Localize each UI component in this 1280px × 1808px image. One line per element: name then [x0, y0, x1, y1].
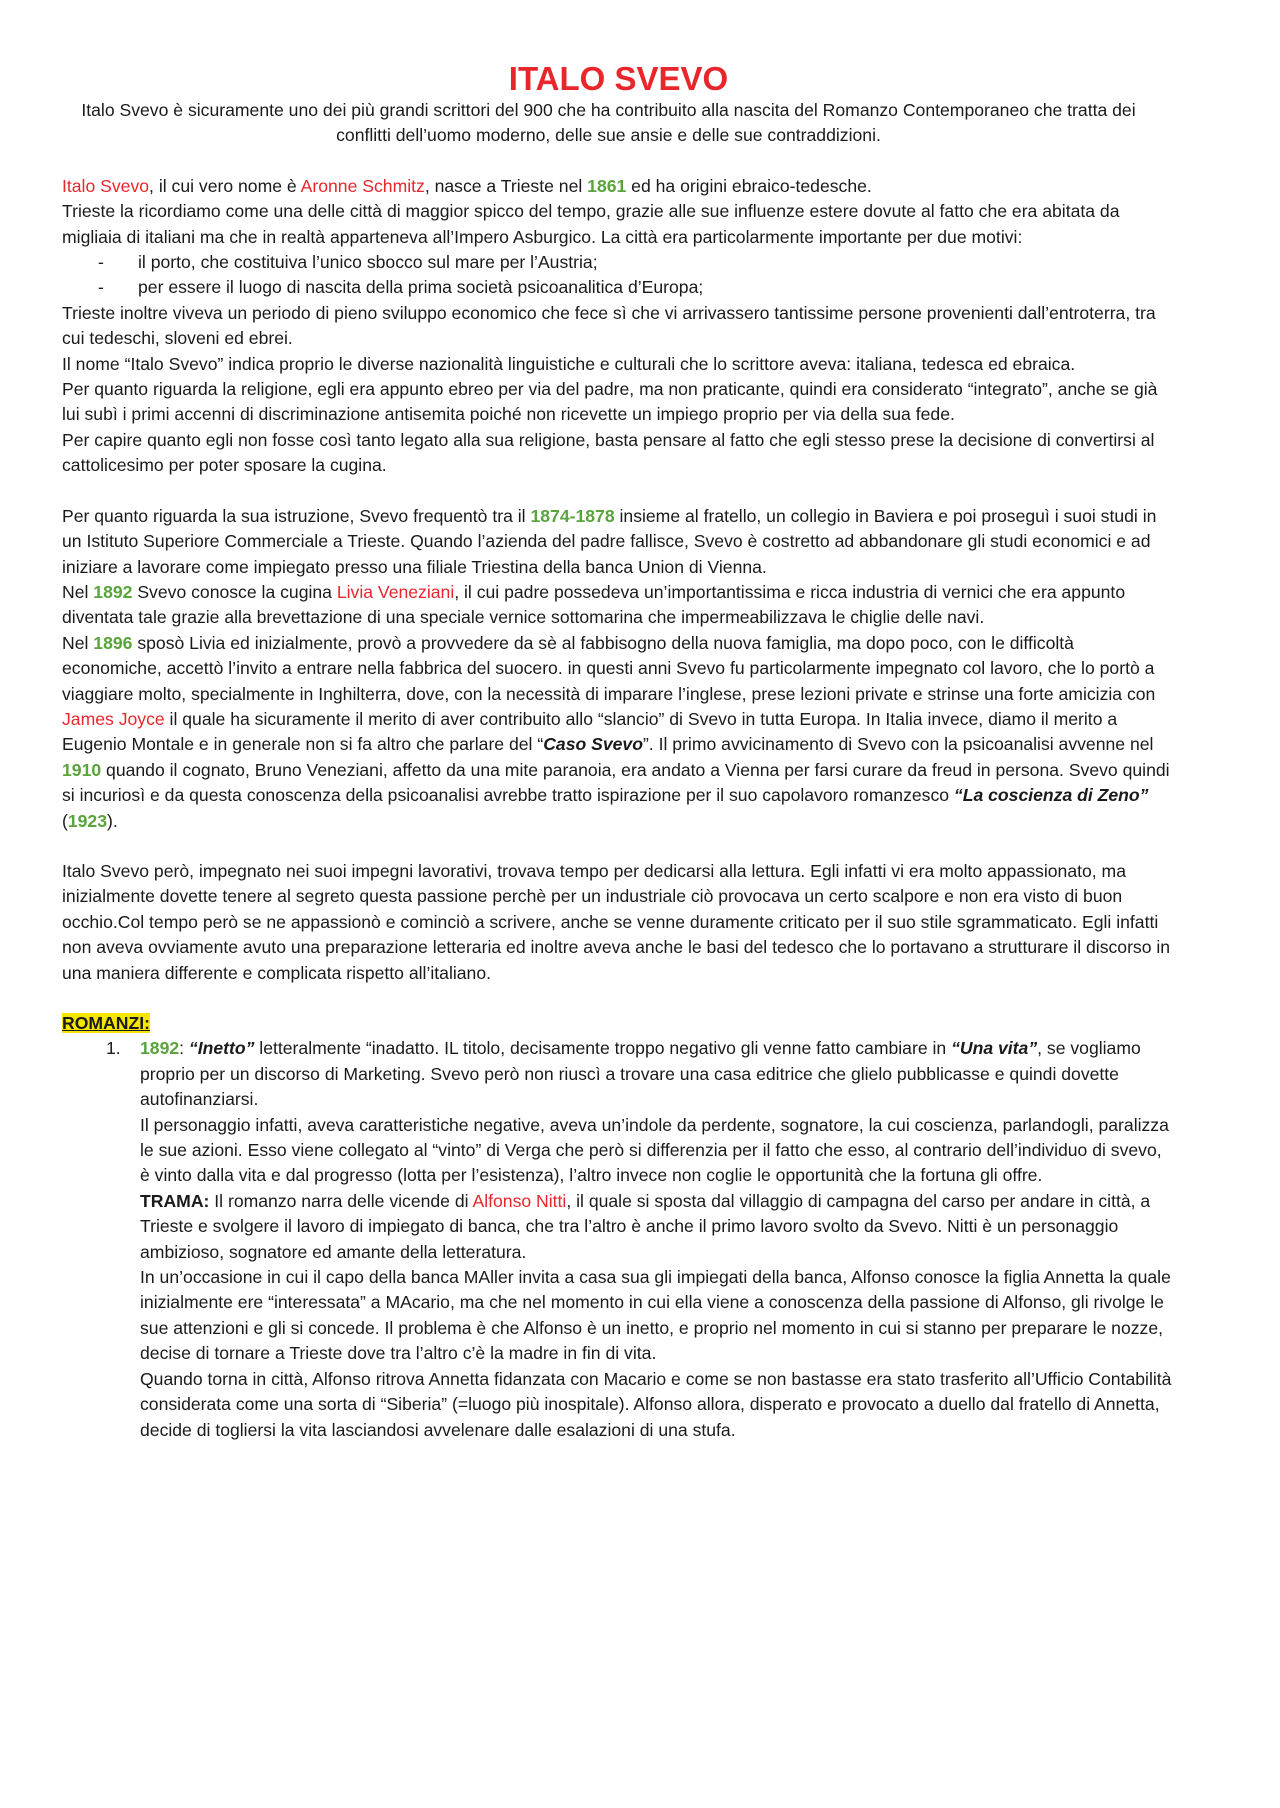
list-item	[106, 1036, 1175, 1443]
religion-paragraph: Per quanto riguarda la religione, egli era appunto ebreo per via del padre, ma non praticante, quindi era considerato “integrato”, anche se già lui subì i primi accenni di discriminazione antisemita poiché non ricevette un impiego proprio per via della sua fede.	[62, 379, 1158, 425]
book-title: “Inetto”	[188, 1038, 255, 1059]
emphasis: Caso Svevo	[543, 734, 643, 755]
year-highlight: 1910	[62, 759, 102, 780]
novels-list	[62, 1036, 1175, 1443]
birth-paragraph: Italo Svevo, il cui vero nome è Aronne Schmitz, nasce a Trieste nel 1861 ed ha origini ebraico-tedesche.	[62, 175, 872, 196]
plot-label: TRAMA:	[140, 1190, 210, 1211]
reading-paragraph: Italo Svevo però, impegnato nei suoi impegni lavorativi, trovava tempo per dedicarsi alla lettura. Egli infatti vi era molto appassionato, ma inizialmente dovette tenere al segreto questa passione perchè per un industriale ciò provocava un certo scalpore e non era visto di buon occhio.Col tempo però se ne appassionò e cominciò a scrivere, anche se venne duramente criticato per il suo stile sgrammaticato. Egli infatti non aveva ovviamente avuto una preparazione letteraria ed inoltre aveva anche le basi del tedesco che lo portavano a strutturare il discorso in una maniera differente e complicata rispetto all’italiano.	[62, 860, 1171, 983]
name-paragraph: Il nome “Italo Svevo” indica proprio le diverse nazionalità linguistiche e culturali che lo scrittore aveva: italiana, tedesca ed ebraica.	[62, 353, 1076, 374]
year-highlight: 1874-1878	[530, 505, 615, 526]
person-name: James Joyce	[62, 708, 165, 729]
spacer	[62, 479, 1175, 504]
page-title: ITALO SVEVO	[508, 60, 729, 97]
person-name: Alfonso Nitti	[472, 1190, 567, 1211]
intro-paragraph: Italo Svevo è sicuramente uno dei più grandi scrittori del 900 che ha contribuito alla nascita del Romanzo Contemporaneo che tratta dei conflitti dell’uomo moderno, delle sue ansie e delle sue contraddizioni.	[81, 100, 1136, 146]
plot-paragraph: Quando torna in città, Alfonso ritrova Annetta fidanzata con Macario e come se non bastasse era stato trasferito all’Ufficio Contabilità considerata come una sorta di “Siberia” (=luogo più inospitale). Alfonso allora, disperato e provocato a duello dal fratello di Annetta, decide di togliersi la vita lasciandosi avvelenare dalle esalazioni di una stufa.	[140, 1368, 1172, 1440]
plot-paragraph: In un’occasione in cui il capo della banca MAller invita a casa sua gli impiegati della banca, Alfonso conosce la figlia Annetta la quale inizialmente ere “interessata” a MAcario, ma che nel momento in cui ella viene a conoscenza della passione di Alfonso, gli rivolge le sue attenzioni e gli si concede. Il problema è che Alfonso è un inetto, e proprio nel momento in cui si stanno per preparare le nozze, decise di tornare a Trieste dove tra l’altro c’è la madre in fin di vita.	[140, 1267, 1171, 1364]
character-paragraph: Il personaggio infatti, aveva caratteristiche negative, aveva un’indole da perdente, sognatore, la cui coscienza, parlandogli, paralizza le sue azioni. Esso viene collegato al “vinto” di Verga che però si differenzia per il fatto che esso, al contrario dell’individuo di svevo, è vinto dalla vita e dal progresso (lotta per l’esistenza), l’altro invece non coglie le opportunità che la fortuna gli offre.	[140, 1114, 1169, 1186]
conversion-paragraph: Per capire quanto egli non fosse così tanto legato alla sua religione, basta pensare al fatto che egli stesso prese la decisione di convertirsi al cattolicesimo per poter sposare la cugina.	[62, 429, 1155, 476]
author-name: Italo Svevo	[62, 175, 150, 196]
livia-paragraph: Nel 1892 Svevo conosce la cugina Livia Veneziani, il cui padre possedeva un’importantissima e ricca industria di vernici che era appunto diventata tale grazie alla brevettazione di una speciale vernice sottomarina che impermeabilizzava le chiglie delle navi.	[62, 581, 1126, 628]
year-highlight: 1896	[93, 632, 133, 653]
spacer	[62, 986, 1175, 1011]
romanzi-heading: ROMANZI:	[62, 1013, 150, 1033]
economy-paragraph: Trieste inoltre viveva un periodo di pieno sviluppo economico che fece sì che vi arrivassero tantissime persone provenienti dall’entroterra, tra cui tedeschi, sloveni ed ebrei.	[62, 302, 1156, 349]
section-heading	[62, 1011, 1175, 1036]
list-number: 1.	[106, 1038, 121, 1059]
spacer	[62, 149, 1175, 174]
real-name: Aronne Schmitz	[300, 175, 425, 196]
year-highlight: 1923	[67, 810, 107, 831]
novel-intro: 1892: “Inetto” letteralmente “inadatto. IL titolo, decisamente troppo negativo gli venne fatto cambiare in “Una vita”, se vogliamo proprio per un discorso di Marketing. Svevo però non riuscì a trovare una casa editrice che glielo pubblicasse e quindi dovette autofinanziarsi.	[140, 1038, 1141, 1110]
list-item: - per essere il luogo di nascita della prima società psicoanalitica d’Europa;	[98, 275, 1175, 300]
person-name: Livia Veneziani	[336, 581, 455, 602]
reasons-list	[62, 250, 1175, 301]
education-paragraph: Per quanto riguarda la sua istruzione, Svevo frequentò tra il 1874-1878 insieme al fratello, un collegio in Baviera e poi proseguì i suoi studi in un Istituto Superiore Commerciale a Trieste. Quando l’azienda del padre fallisce, Svevo è costretto ad abbandonare gli studi economici e ad iniziare a lavorare come impiegato presso una filiale Triestina della banca Union di Vienna.	[62, 505, 1157, 577]
year-highlight: 1892	[140, 1038, 180, 1059]
trieste-paragraph: Trieste la ricordiamo come una delle città di maggior spicco del tempo, grazie alle sue influenze estere dovute al fatto che era abitata da migliaia di italiani ma che in realtà apparteneva all’Impero Asburgico. La città era particolarmente importante per due motivi:	[62, 201, 1120, 247]
year-highlight: 1892	[93, 581, 133, 602]
book-title: “Una vita”	[951, 1038, 1038, 1059]
plot-paragraph: TRAMA: Il romanzo narra delle vicende di Alfonso Nitti, il quale si sposta dal villaggio di campagna del carso per andare in città, a Trieste e svolgere il lavoro di impiegato di banca, che tra l’altro è anche il primo lavoro svolto da Svevo. Nitti è un personaggio ambizioso, sognatore ed amante della letteratura.	[140, 1190, 1151, 1262]
book-title: “La coscienza di Zeno”	[953, 785, 1149, 806]
list-item: - il porto, che costituiva l’unico sbocco sul mare per l’Austria;	[98, 250, 1175, 275]
marriage-paragraph: Nel 1896 sposò Livia ed inizialmente, provò a provvedere da sè al fabbisogno della nuova famiglia, ma dopo poco, con le difficoltà economiche, accettò l’invito a entrare nella fabbrica del suocero. in questi anni Svevo fu particolarmente impegnato col lavoro, che lo portò a viaggiare molto, specialmente in Inghilterra, dove, con la necessità di imparare l’inglese, prese lezioni private e strinse una forte amicizia con James Joyce il quale ha sicuramente il merito di aver contribuito allo “slancio” di Svevo in tutta Europa. In Italia invece, diamo il merito a Eugenio Montale e in generale non si fa altro che parlare del “Caso Svevo”. Il primo avvicinamento di Svevo con la psicoanalisi avvenne nel 1910 quando il cognato, Bruno Veneziani, affetto da una mite paranoia, era andato a Vienna per farsi curare da freud in persona. Svevo quindi si incuriosì e da questa conoscenza della psicoanalisi avrebbe tratto ispirazione per il suo capolavoro romanzesco “La coscienza di Zeno” (1923).	[62, 632, 1170, 831]
year-highlight: 1861	[587, 175, 627, 196]
spacer	[62, 834, 1175, 859]
